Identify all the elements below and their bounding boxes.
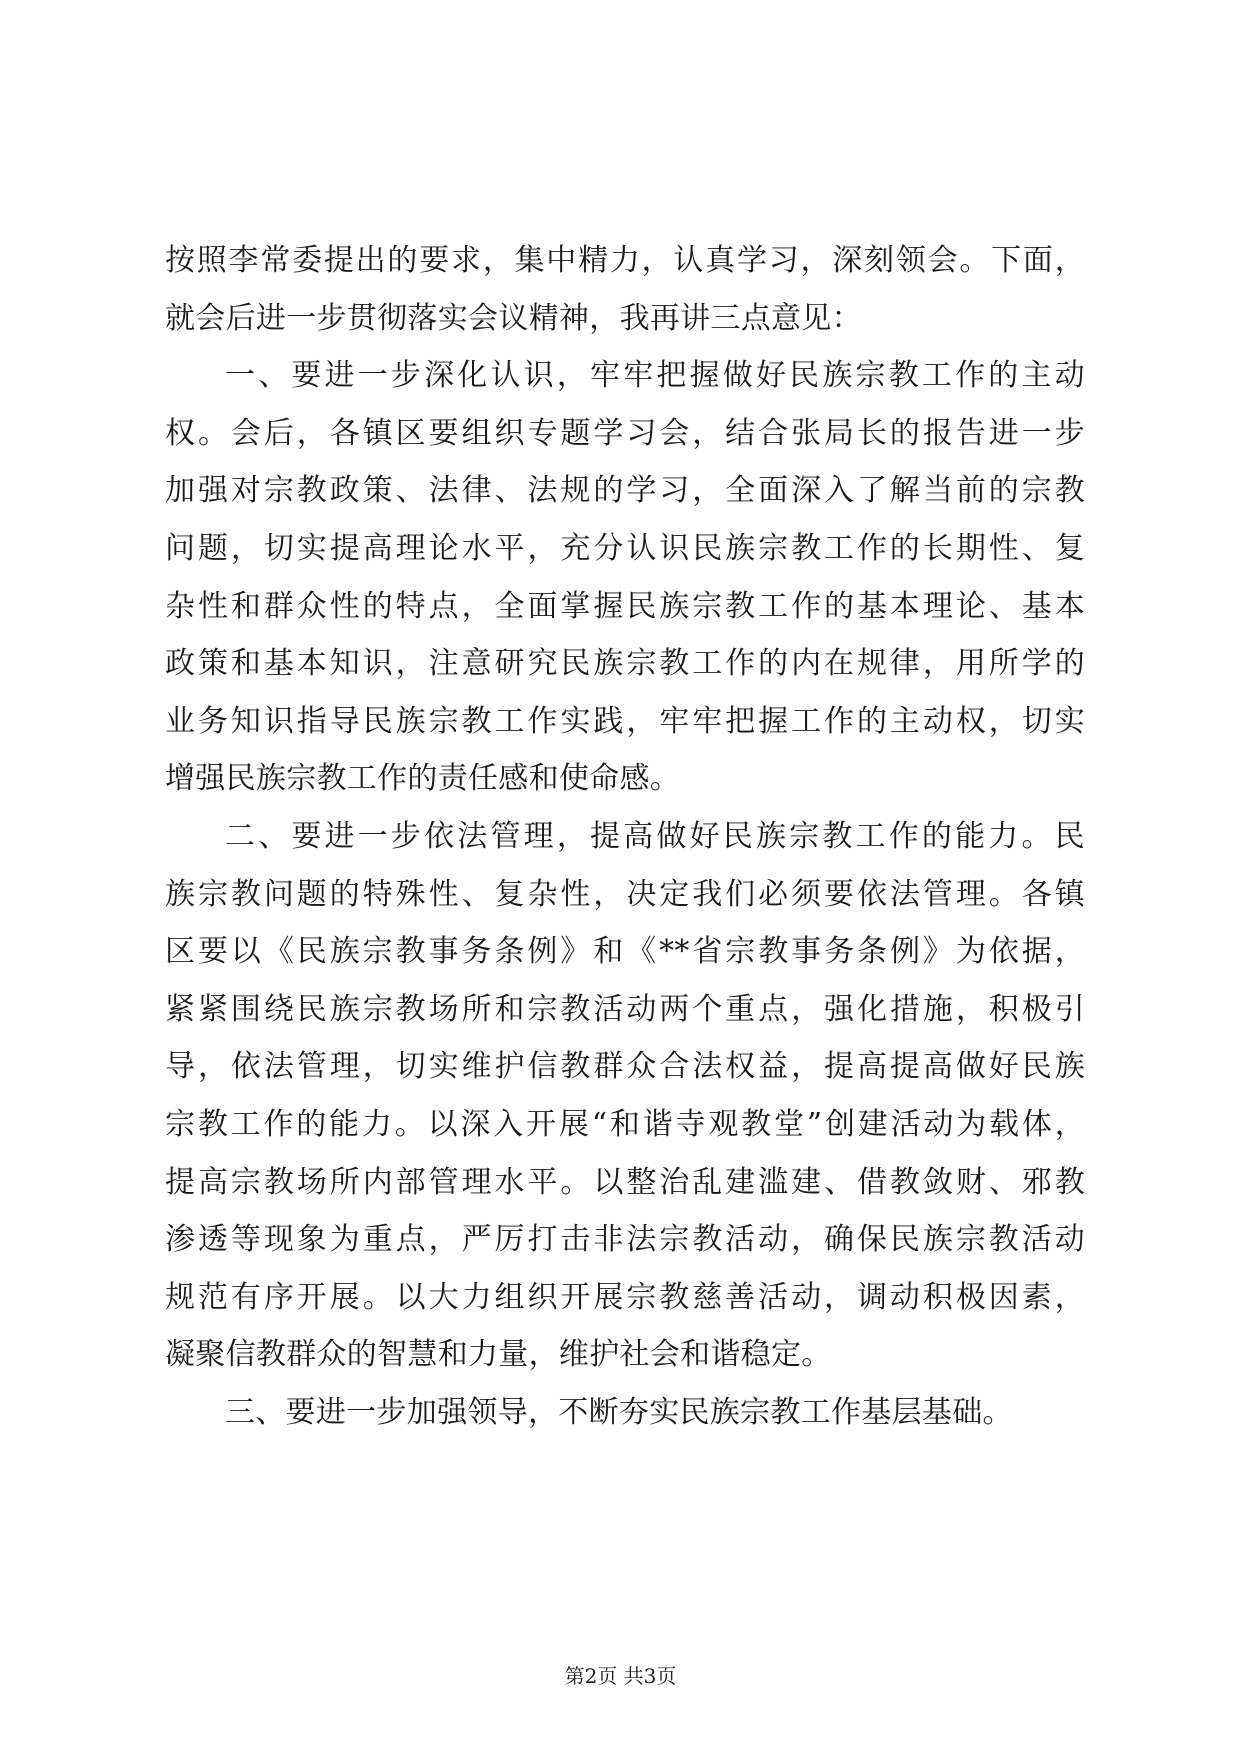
text-line: 族宗教问题的特殊性、复杂性，决定我们必须要依法管理。各镇 [165,876,1085,912]
text-line: 凝聚信教群众的智慧和力量，维护社会和谐稳定。 [165,1337,832,1373]
text-line: 渗透等现象为重点，严厉打击非法宗教活动，确保民族宗教活动 [165,1222,1085,1258]
text-line: 问题，切实提高理论水平，充分认识民族宗教工作的长期性、复 [165,530,1085,566]
text-line: 杂性和群众性的特点，全面掌握民族宗教工作的基本理论、基本 [165,588,1085,624]
document-body [165,232,1085,1441]
text-line: 业务知识指导民族宗教工作实践，牢牢把握工作的主动权，切实 [165,703,1085,739]
text-line: 加强对宗教政策、法律、法规的学习，全面深入了解当前的宗教 [165,473,1085,509]
paragraph-heading-line: 二、要进一步依法管理，提高做好民族宗教工作的能力。民 [225,818,1085,854]
text-line: 紧紧围绕民族宗教场所和宗教活动两个重点，强化措施，积极引 [165,991,1085,1027]
text-line: 提高宗教场所内部管理水平。以整治乱建滥建、借教敛财、邪教 [165,1164,1085,1200]
text-line: 按照李常委提出的要求，集中精力，认真学习，深刻领会。下面， [165,243,1085,278]
text-line: 宗教工作的能力。以深入开展“和谐寺观教堂”创建活动为载体， [165,1106,1085,1142]
text-line: 区要以《民族宗教事务条例》和《**省宗教事务条例》为依据， [165,934,1085,970]
text-line: 就会后进一步贯彻落实会议精神，我再讲三点意见： [165,300,862,336]
text-line: 导，依法管理，切实维护信教群众合法权益，提高提高做好民族 [165,1049,1085,1085]
text-line: 权。会后，各镇区要组织专题学习会，结合张局长的报告进一步 [165,415,1085,451]
text-line: 政策和基本知识，注意研究民族宗教工作的内在规律，用所学的 [165,646,1085,682]
text-line: 增强民族宗教工作的责任感和使命感。 [165,761,681,797]
text-line: 规范有序开展。以大力组织开展宗教慈善活动，调动积极因素， [165,1279,1085,1315]
page-number-footer: 第2页 共3页 [564,1664,677,1688]
paragraph-heading-line: 三、要进一步加强领导，不断夯实民族宗教工作基层基础。 [225,1394,1013,1430]
paragraph-heading-line: 一、要进一步深化认识，牢牢把握做好民族宗教工作的主动 [225,358,1085,394]
